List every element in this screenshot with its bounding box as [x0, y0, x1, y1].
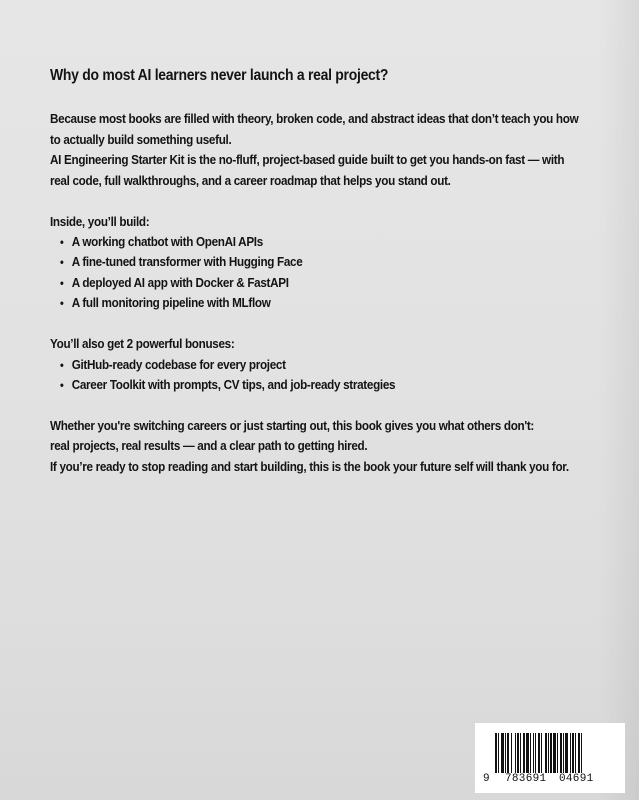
build-item: [60, 295, 271, 311]
intro-line-3: AI Engineering Starter Kit is the no-fluff, project-based guide built to get you hands-on fast — with: [50, 152, 565, 167]
closing-line-3: If you’re ready to stop reading and start building, this is the book your future self will thank you for.: [50, 459, 569, 474]
bonus-item: [60, 357, 286, 373]
closing-line-1: Whether you're switching careers or just starting out, this book gives you what others don't:: [50, 418, 534, 433]
build-item: [60, 254, 302, 270]
bullet-icon: •: [60, 255, 64, 269]
bullet-icon: •: [60, 296, 64, 310]
cover-heading: Why do most AI learners never launch a real project?: [50, 67, 389, 84]
intro-line-4: real code, full walkthroughs, and a career roadmap that helps you stand out.: [50, 173, 451, 188]
build-item-text: A working chatbot with OpenAI APIs: [71, 234, 263, 249]
isbn-left-group: 783691: [505, 773, 547, 785]
isbn-right-group: 04691: [559, 773, 594, 785]
bullet-icon: •: [60, 235, 64, 249]
bonus-item-text: Career Toolkit with prompts, CV tips, and job-ready strategies: [71, 377, 396, 392]
build-item-text: A deployed AI app with Docker & FastAPI: [71, 275, 289, 290]
bullet-icon: •: [60, 276, 64, 290]
build-label: Inside, you’ll build:: [50, 214, 150, 229]
build-item: [60, 275, 289, 291]
isbn-barcode: [475, 723, 625, 793]
closing-line-2: real projects, real results — and a clear path to getting hired.: [50, 438, 368, 453]
book-spine-shadow: [597, 0, 639, 800]
bonuses-label: You’ll also get 2 powerful bonuses:: [50, 336, 235, 351]
barcode-bars-icon: [495, 733, 615, 773]
intro-line-1: Because most books are filled with theory, broken code, and abstract ideas that don’t teach you how: [50, 111, 579, 126]
intro-line-2: to actually build something useful.: [50, 132, 232, 147]
build-item: [60, 234, 263, 250]
bonus-item: [60, 377, 395, 393]
bullet-icon: •: [60, 358, 64, 372]
build-item-text: A full monitoring pipeline with MLflow: [71, 295, 271, 310]
isbn-first-digit: 9: [483, 773, 490, 785]
bullet-icon: •: [60, 378, 64, 392]
build-item-text: A fine-tuned transformer with Hugging Face: [71, 254, 303, 269]
bonus-item-text: GitHub-ready codebase for every project: [71, 357, 286, 372]
